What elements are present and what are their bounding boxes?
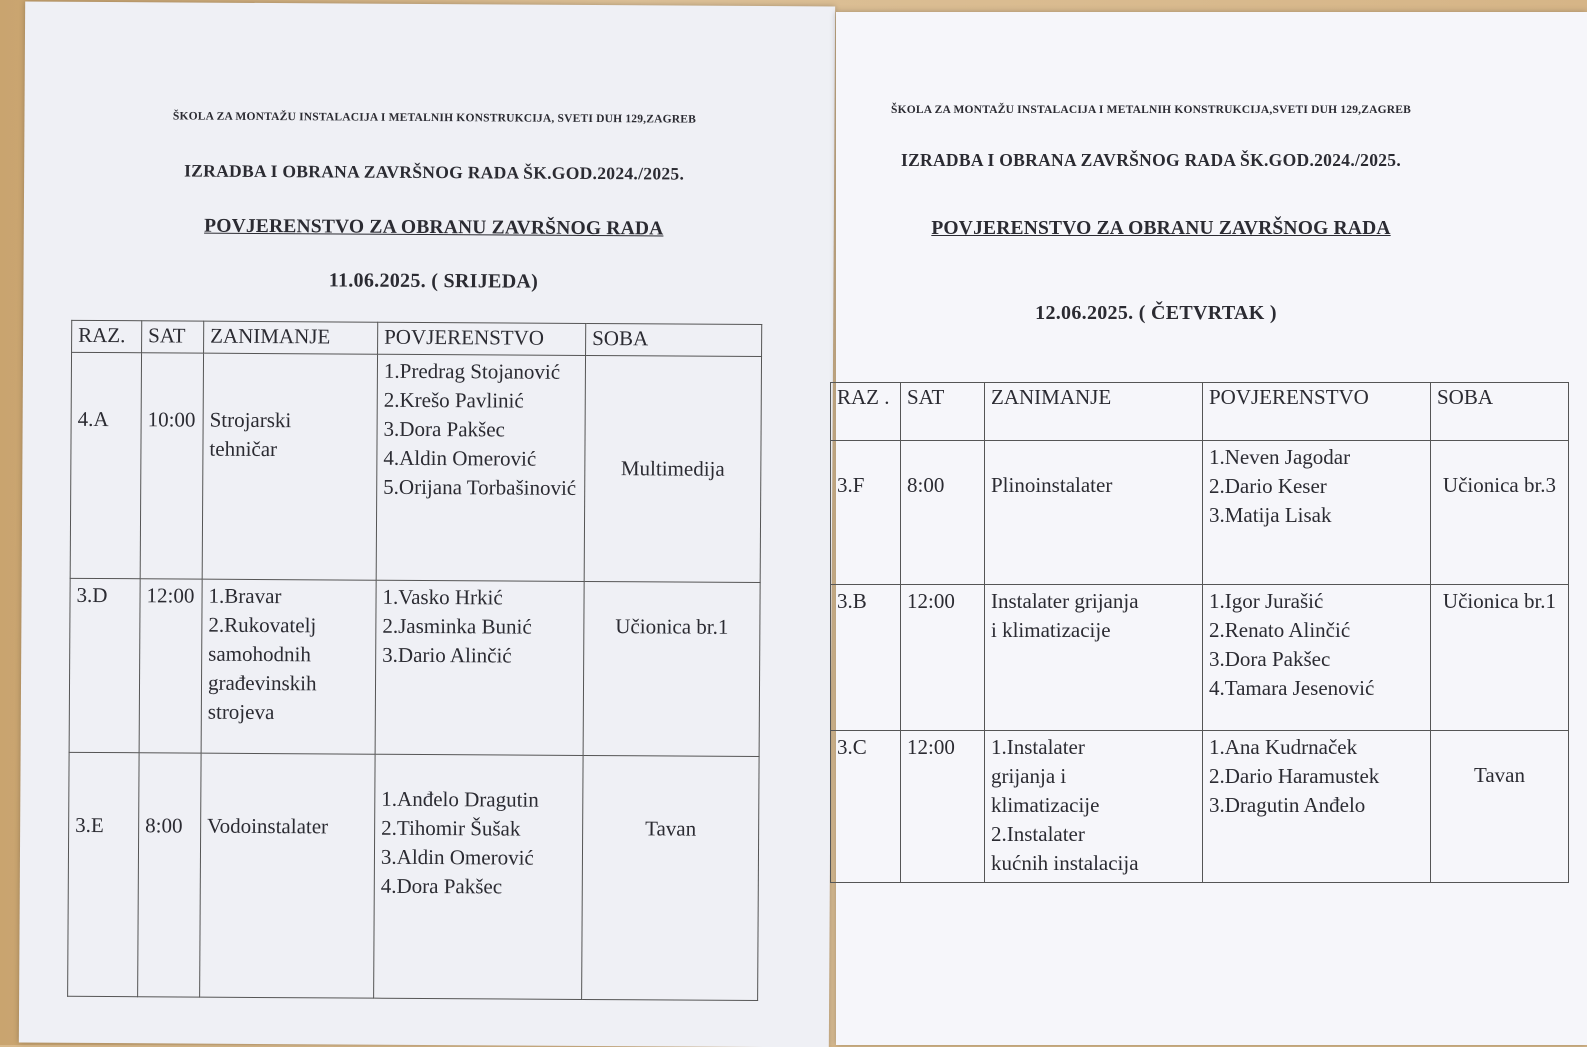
right-sheet bbox=[836, 12, 1587, 1045]
committee-member: 2.Tihomir Šušak bbox=[381, 815, 521, 841]
table-header-row bbox=[831, 383, 1569, 441]
room-cell: Učionica br.1 bbox=[1431, 585, 1569, 731]
committee-member: 1.Neven Jagodar bbox=[1209, 445, 1351, 469]
committee-member: 3.Dragutin Anđelo bbox=[1209, 793, 1366, 817]
occupation-line: 1.Instalater bbox=[991, 735, 1085, 759]
class-cell: 3.C bbox=[831, 731, 901, 883]
room-cell: Tavan bbox=[1431, 731, 1569, 883]
committee-member: 1.Anđelo Dragutin bbox=[381, 786, 539, 812]
occupation-cell bbox=[200, 753, 375, 998]
time-cell: 12:00 bbox=[139, 579, 202, 753]
time-cell: 12:00 bbox=[901, 585, 985, 731]
occupation-cell bbox=[985, 585, 1203, 731]
time-cell: 8:00 bbox=[901, 441, 985, 585]
header-room: SOBA bbox=[1431, 383, 1569, 441]
header-time: SAT bbox=[142, 321, 204, 353]
committee-member: 3.Matija Lisak bbox=[1209, 503, 1332, 527]
commission-heading: POVJERENSTVO ZA OBRANU ZAVRŠNOG RADA bbox=[204, 215, 664, 240]
committee-cell bbox=[1203, 585, 1431, 731]
exam-date: 11.06.2025. ( SRIJEDA) bbox=[328, 269, 539, 293]
left-sheet bbox=[19, 2, 835, 1047]
header-class: RAZ . bbox=[831, 383, 901, 441]
commission-heading: POVJERENSTVO ZA OBRANU ZAVRŠNOG RADA bbox=[931, 218, 1391, 239]
committee-member: 3.Dora Pakšec bbox=[1209, 647, 1331, 671]
occupation-line: 2.Rukovatelj bbox=[208, 612, 317, 638]
committee-member: 1.Igor Jurašić bbox=[1209, 589, 1324, 613]
occupation-line: Vodoinstalater bbox=[207, 813, 329, 839]
header-committee: POVJERENSTVO bbox=[1203, 383, 1431, 441]
committee-member: 2.Renato Alinčić bbox=[1209, 618, 1351, 642]
header-room: SOBA bbox=[586, 323, 762, 356]
class-cell: 4.A bbox=[70, 352, 141, 578]
occupation-line: klimatizacije bbox=[991, 793, 1100, 817]
committee-cell bbox=[375, 580, 584, 755]
committee-member: 1.Ana Kudrnaček bbox=[1209, 735, 1358, 759]
class-cell: 3.E bbox=[68, 752, 139, 996]
room-cell: Učionica br.1 bbox=[583, 581, 760, 756]
table-row bbox=[831, 585, 1569, 731]
schedule-table bbox=[67, 320, 762, 1001]
occupation-line: grijanja i bbox=[991, 764, 1067, 788]
occupation-line: samohodnih bbox=[208, 641, 311, 667]
occupation-cell bbox=[985, 441, 1203, 585]
room-cell: Učionica br.3 bbox=[1431, 441, 1569, 585]
header-class: RAZ. bbox=[72, 320, 142, 352]
header-time: SAT bbox=[901, 383, 985, 441]
time-cell: 10:00 bbox=[140, 353, 203, 579]
committee-member: 2.Jasminka Bunić bbox=[382, 613, 532, 639]
header-occupation: ZANIMANJE bbox=[204, 321, 378, 354]
table-row bbox=[70, 352, 761, 582]
exam-date: 12.06.2025. ( ČETVRTAK ) bbox=[1035, 302, 1277, 324]
committee-cell bbox=[1203, 441, 1431, 585]
occupation-line: 1.Bravar bbox=[208, 583, 282, 609]
occupation-line: kućnih instalacija bbox=[991, 851, 1139, 875]
table-row bbox=[831, 441, 1569, 585]
class-cell: 3.F bbox=[831, 441, 901, 585]
occupation-line: strojeva bbox=[207, 699, 275, 725]
document-title: IZRADBA I OBRANA ZAVRŠNOG RADA ŠK.GOD.2024./2025. bbox=[184, 160, 685, 184]
occupation-line: Instalater grijanja bbox=[991, 589, 1139, 613]
school-name: ŠKOLA ZA MONTAŽU INSTALACIJA I METALNIH KONSTRUKCIJA, SVETI DUH 129,ZAGREB bbox=[172, 110, 697, 126]
occupation-cell bbox=[985, 731, 1203, 883]
committee-member: 3.Dora Pakšec bbox=[383, 416, 505, 442]
occupation-line: Strojarski bbox=[209, 407, 292, 433]
table-row bbox=[831, 731, 1569, 883]
header-occupation: ZANIMANJE bbox=[985, 383, 1203, 441]
occupation-line: i klimatizacije bbox=[991, 618, 1111, 642]
document-title: IZRADBA I OBRANA ZAVRŠNOG RADA ŠK.GOD.2024./2025. bbox=[900, 150, 1402, 170]
committee-member: 1.Predrag Stojanović bbox=[383, 358, 561, 384]
occupation-line: građevinskih bbox=[207, 670, 317, 696]
table-row bbox=[68, 752, 759, 1000]
committee-member: 4.Tamara Jesenović bbox=[1209, 676, 1375, 700]
header-committee: POVJERENSTVO bbox=[378, 322, 586, 355]
occupation-line: 2.Instalater bbox=[991, 822, 1085, 846]
committee-member: 1.Vasko Hrkić bbox=[382, 584, 503, 610]
committee-member: 2.Dario Haramustek bbox=[1209, 764, 1380, 788]
room-cell: Multimedija bbox=[584, 355, 761, 582]
committee-cell bbox=[374, 754, 583, 999]
occupation-line: tehničar bbox=[209, 436, 278, 462]
schedule-table bbox=[830, 382, 1569, 883]
room-cell: Tavan bbox=[582, 755, 759, 1000]
table-row bbox=[69, 578, 760, 756]
committee-cell bbox=[1203, 731, 1431, 883]
occupation-cell bbox=[202, 353, 377, 580]
committee-member: 5.Orijana Torbašinović bbox=[383, 474, 577, 500]
occupation-cell bbox=[201, 579, 376, 754]
committee-member: 3.Dario Alinčić bbox=[382, 642, 512, 668]
committee-member: 3.Aldin Omerović bbox=[380, 844, 534, 870]
committee-member: 2.Krešo Pavlinić bbox=[383, 387, 524, 413]
committee-member: 4.Aldin Omerović bbox=[383, 445, 537, 471]
time-cell: 8:00 bbox=[138, 753, 201, 997]
committee-cell bbox=[376, 354, 585, 581]
class-cell: 3.B bbox=[831, 585, 901, 731]
table-header-row bbox=[72, 320, 762, 356]
time-cell: 12:00 bbox=[901, 731, 985, 883]
committee-member: 4.Dora Pakšec bbox=[380, 873, 503, 899]
class-cell: 3.D bbox=[69, 578, 140, 752]
occupation-line: Plinoinstalater bbox=[991, 473, 1113, 497]
committee-member: 2.Dario Keser bbox=[1209, 474, 1327, 498]
school-name: ŠKOLA ZA MONTAŽU INSTALACIJA I METALNIH KONSTRUKCIJA,SVETI DUH 129,ZAGREB bbox=[890, 104, 1412, 116]
